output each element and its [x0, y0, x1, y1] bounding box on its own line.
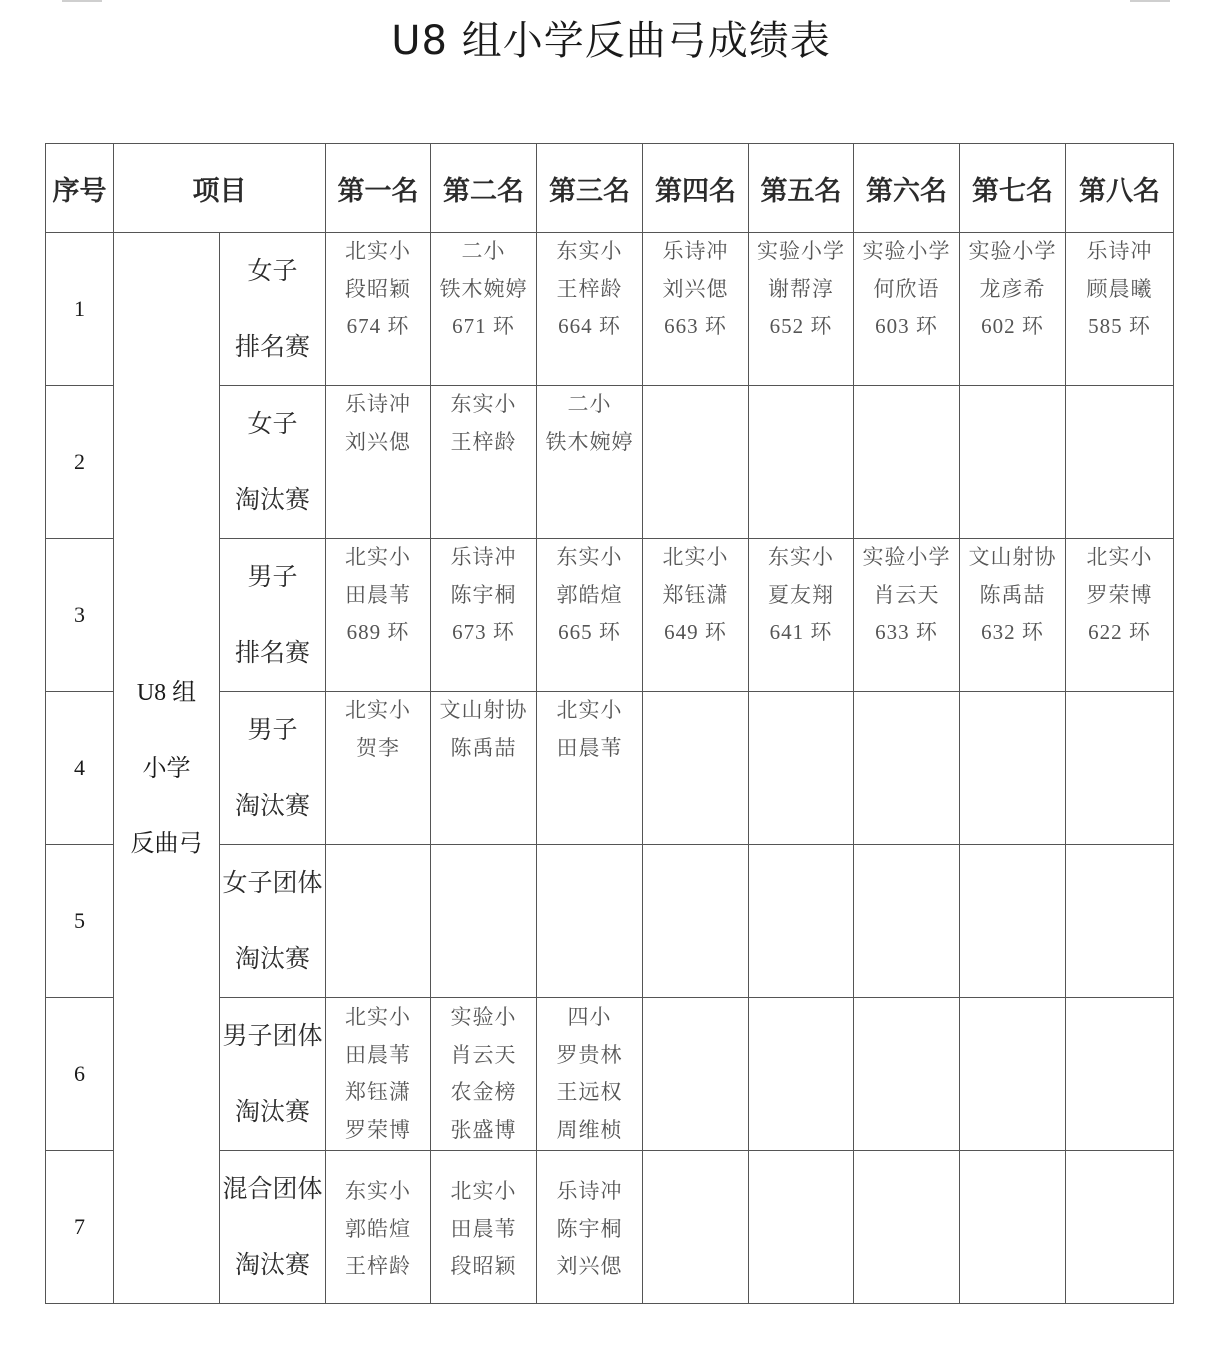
rank-cell-8: [1066, 386, 1174, 539]
header-rank-5: 第五名: [749, 144, 854, 233]
rank-entry-line: 铁木婉婷: [545, 429, 634, 454]
rank-entry-line: 陈宇桐: [556, 1216, 623, 1241]
rank-entry-line: 北实小: [450, 1179, 517, 1203]
rank-cell-5: [749, 998, 854, 1151]
event-label-line: 淘汰赛: [234, 1250, 310, 1279]
rank-entry-line: 贺李: [356, 735, 400, 760]
rank-entry-line: 郭皓煊: [556, 582, 623, 607]
rank-entry-line: 周维桢: [556, 1117, 623, 1142]
rank-entry-line: 顾晨曦: [1086, 276, 1153, 301]
results-table: [45, 143, 1174, 1304]
rank-cell-8: [1066, 998, 1174, 1151]
rank-entry-line: 张盛博: [450, 1117, 517, 1142]
rank-cell-6: [854, 1151, 960, 1304]
rank-cell-1: [326, 845, 431, 998]
event-cell: [220, 539, 326, 692]
corner-mark-left: [62, 0, 102, 2]
header-rank-1: 第一名: [326, 144, 431, 233]
header-rank-8: 第八名: [1066, 144, 1174, 233]
rank-entry-line: 农金榜: [450, 1080, 517, 1104]
header-seq: 序号: [46, 144, 114, 233]
event-label-line: 混合团体: [222, 1174, 323, 1203]
rank-cell-1: [326, 692, 431, 845]
rank-entry-line: 689 环: [346, 620, 410, 644]
row-seq: 5: [46, 845, 114, 998]
rank-cell-2: [431, 1151, 537, 1304]
rank-cell-1: [326, 539, 431, 692]
rank-cell-5: [749, 386, 854, 539]
rank-entry-line: 实验小学: [862, 545, 951, 569]
rank-cell-7: [960, 998, 1066, 1151]
header-item: 项目: [114, 144, 326, 233]
event-label-line: 排名赛: [234, 332, 310, 361]
rank-cell-4: [643, 386, 749, 539]
event-cell: [220, 692, 326, 845]
rank-entry-line: 田晨苇: [345, 1042, 411, 1067]
row-seq: 3: [46, 539, 114, 692]
rank-entry-line: 谢帮淳: [768, 276, 834, 301]
rank-entry-line: 何欣语: [873, 276, 940, 301]
rank-cell-5: [749, 692, 854, 845]
rank-cell-4: [643, 692, 749, 845]
rank-entry-line: 乐诗冲: [345, 392, 411, 416]
row-seq: 4: [46, 692, 114, 845]
rank-entry-line: 二小: [461, 239, 506, 263]
rank-entry-line: 肖云天: [450, 1042, 517, 1067]
group-label-line: U8 组: [136, 679, 197, 706]
event-label-line: 男子团体: [222, 1021, 323, 1050]
header-row: [46, 144, 1174, 233]
rank-entry-line: 刘兴偲: [662, 276, 729, 301]
event-cell: [220, 386, 326, 539]
rank-entry-line: 603 环: [875, 314, 938, 338]
rank-cell-1: [326, 233, 431, 386]
rank-entry-line: 陈宇桐: [450, 582, 517, 607]
corner-mark-right: [1130, 0, 1170, 2]
rank-entry-line: 671 环: [452, 314, 515, 338]
event-label-line: 淘汰赛: [234, 1097, 310, 1126]
rank-entry-line: 文山射协: [439, 698, 528, 722]
rank-cell-4: [643, 845, 749, 998]
rank-cell-3: [537, 845, 643, 998]
rank-entry-line: 实验小学: [757, 239, 845, 263]
rank-entry-line: 田晨苇: [556, 735, 623, 760]
table-row: [46, 233, 1174, 386]
header-rank-2: 第二名: [431, 144, 537, 233]
event-label-line: 淘汰赛: [234, 485, 310, 514]
event-label-line: 排名赛: [234, 638, 310, 667]
rank-entry-line: 王梓龄: [345, 1254, 411, 1278]
page-title: U8 组小学反曲弓成绩表: [391, 18, 831, 64]
rank-cell-2: [431, 233, 537, 386]
rank-entry-line: 乐诗冲: [662, 239, 729, 263]
rank-cell-7: [960, 386, 1066, 539]
rank-entry-line: 刘兴偲: [556, 1254, 623, 1278]
rank-cell-4: [643, 998, 749, 1151]
group-cell: [114, 233, 220, 1304]
header-rank-6: 第六名: [854, 144, 960, 233]
rank-cell-8: [1066, 539, 1174, 692]
rank-cell-2: [431, 539, 537, 692]
rank-cell-3: [537, 386, 643, 539]
rank-cell-6: [854, 386, 960, 539]
header-rank-3: 第三名: [537, 144, 643, 233]
rank-cell-2: [431, 845, 537, 998]
rank-cell-3: [537, 692, 643, 845]
rank-entry-line: 602 环: [981, 314, 1044, 338]
rank-entry-line: 实验小: [450, 1005, 517, 1029]
rank-entry-line: 东实小: [345, 1179, 411, 1203]
group-label-line: 反曲弓: [130, 828, 203, 857]
rank-cell-1: [326, 1151, 431, 1304]
rank-entry-line: 二小: [567, 392, 612, 416]
rank-cell-8: [1066, 845, 1174, 998]
rank-cell-8: [1066, 1151, 1174, 1304]
rank-entry-line: 东实小: [450, 392, 517, 416]
rank-entry-line: 郑钰潇: [345, 1080, 411, 1104]
rank-entry-line: 郑钰潇: [662, 582, 729, 607]
rank-entry-line: 陈禹喆: [450, 735, 517, 760]
rank-entry-line: 北实小: [345, 1005, 411, 1029]
event-cell: [220, 1151, 326, 1304]
event-label-line: 男子: [247, 562, 298, 591]
rank-cell-5: [749, 1151, 854, 1304]
rank-entry-line: 陈禹喆: [979, 582, 1046, 607]
event-label-line: 淘汰赛: [234, 944, 310, 973]
rank-cell-7: [960, 692, 1066, 845]
rank-cell-8: [1066, 692, 1174, 845]
rank-cell-5: [749, 539, 854, 692]
rank-entry-line: 罗贵林: [556, 1042, 623, 1067]
rank-cell-3: [537, 539, 643, 692]
rank-cell-4: [643, 539, 749, 692]
event-label-line: 淘汰赛: [234, 791, 310, 820]
rank-entry-line: 四小: [567, 1005, 612, 1029]
event-cell: [220, 233, 326, 386]
rank-entry-line: 段昭颖: [450, 1254, 517, 1278]
rank-entry-line: 段昭颖: [345, 276, 411, 301]
rank-entry-line: 665 环: [558, 620, 621, 644]
rank-entry-line: 龙彦希: [979, 276, 1046, 301]
event-cell: [220, 998, 326, 1151]
rank-entry-line: 文山射协: [968, 545, 1057, 569]
rank-entry-line: 田晨苇: [450, 1216, 517, 1241]
rank-cell-1: [326, 386, 431, 539]
rank-entry-line: 郭皓煊: [345, 1216, 411, 1241]
rank-entry-line: 王远权: [556, 1080, 623, 1104]
rank-cell-2: [431, 998, 537, 1151]
rank-entry-line: 实验小学: [968, 239, 1057, 263]
rank-entry-line: 乐诗冲: [556, 1179, 623, 1203]
rank-entry-line: 北实小: [345, 239, 411, 263]
rank-cell-4: [643, 1151, 749, 1304]
rank-cell-1: [326, 998, 431, 1151]
rank-cell-6: [854, 539, 960, 692]
rank-entry-line: 649 环: [664, 620, 727, 644]
event-label-line: 女子团体: [222, 868, 323, 897]
rank-entry-line: 北实小: [345, 698, 411, 722]
rank-entry-line: 乐诗冲: [1086, 239, 1153, 263]
rank-entry-line: 铁木婉婷: [439, 276, 528, 301]
rank-entry-line: 王梓龄: [450, 429, 517, 454]
rank-cell-7: [960, 539, 1066, 692]
rank-entry-line: 641 环: [769, 620, 833, 644]
results-body: [46, 233, 1174, 1304]
event-label-line: 男子: [247, 715, 298, 744]
row-seq: 2: [46, 386, 114, 539]
rank-entry-line: 633 环: [875, 620, 938, 644]
rank-cell-3: [537, 998, 643, 1151]
group-label-line: 小学: [142, 753, 191, 782]
rank-cell-7: [960, 1151, 1066, 1304]
rank-entry-line: 北实小: [556, 698, 623, 722]
rank-cell-7: [960, 845, 1066, 998]
rank-entry-line: 632 环: [981, 620, 1044, 644]
rank-cell-4: [643, 233, 749, 386]
rank-entry-line: 622 环: [1088, 620, 1151, 644]
rank-entry-line: 673 环: [452, 620, 515, 644]
rank-entry-line: 夏友翔: [768, 582, 834, 607]
rank-entry-line: 王梓龄: [556, 276, 623, 301]
row-seq: 7: [46, 1151, 114, 1304]
rank-cell-6: [854, 692, 960, 845]
rank-cell-2: [431, 692, 537, 845]
rank-entry-line: 664 环: [558, 314, 621, 338]
rank-entry-line: 肖云天: [873, 582, 940, 607]
event-cell: [220, 845, 326, 998]
rank-entry-line: 674 环: [346, 314, 410, 338]
rank-entry-line: 乐诗冲: [450, 545, 517, 569]
header-rank-7: 第七名: [960, 144, 1066, 233]
rank-cell-6: [854, 845, 960, 998]
rank-entry-line: 652 环: [769, 314, 833, 338]
rank-cell-6: [854, 233, 960, 386]
rank-cell-8: [1066, 233, 1174, 386]
event-label-line: 女子: [247, 409, 298, 438]
rank-entry-line: 585 环: [1088, 314, 1151, 338]
rank-cell-6: [854, 998, 960, 1151]
rank-entry-line: 东实小: [556, 545, 623, 569]
event-label-line: 女子: [247, 256, 298, 285]
rank-entry-line: 罗荣博: [345, 1117, 411, 1142]
rank-entry-line: 罗荣博: [1086, 582, 1153, 607]
rank-entry-line: 北实小: [345, 545, 411, 569]
rank-entry-line: 田晨苇: [345, 582, 411, 607]
rank-cell-5: [749, 845, 854, 998]
rank-entry-line: 刘兴偲: [345, 429, 411, 454]
rank-cell-7: [960, 233, 1066, 386]
header-rank-4: 第四名: [643, 144, 749, 233]
rank-entry-line: 东实小: [556, 239, 623, 263]
rank-cell-3: [537, 233, 643, 386]
rank-entry-line: 北实小: [662, 545, 729, 569]
rank-cell-5: [749, 233, 854, 386]
rank-cell-2: [431, 386, 537, 539]
rank-entry-line: 实验小学: [862, 239, 951, 263]
row-seq: 6: [46, 998, 114, 1151]
rank-entry-line: 北实小: [1086, 545, 1153, 569]
rank-cell-3: [537, 1151, 643, 1304]
rank-entry-line: 东实小: [768, 545, 834, 569]
rank-entry-line: 663 环: [664, 314, 727, 338]
row-seq: 1: [46, 233, 114, 386]
